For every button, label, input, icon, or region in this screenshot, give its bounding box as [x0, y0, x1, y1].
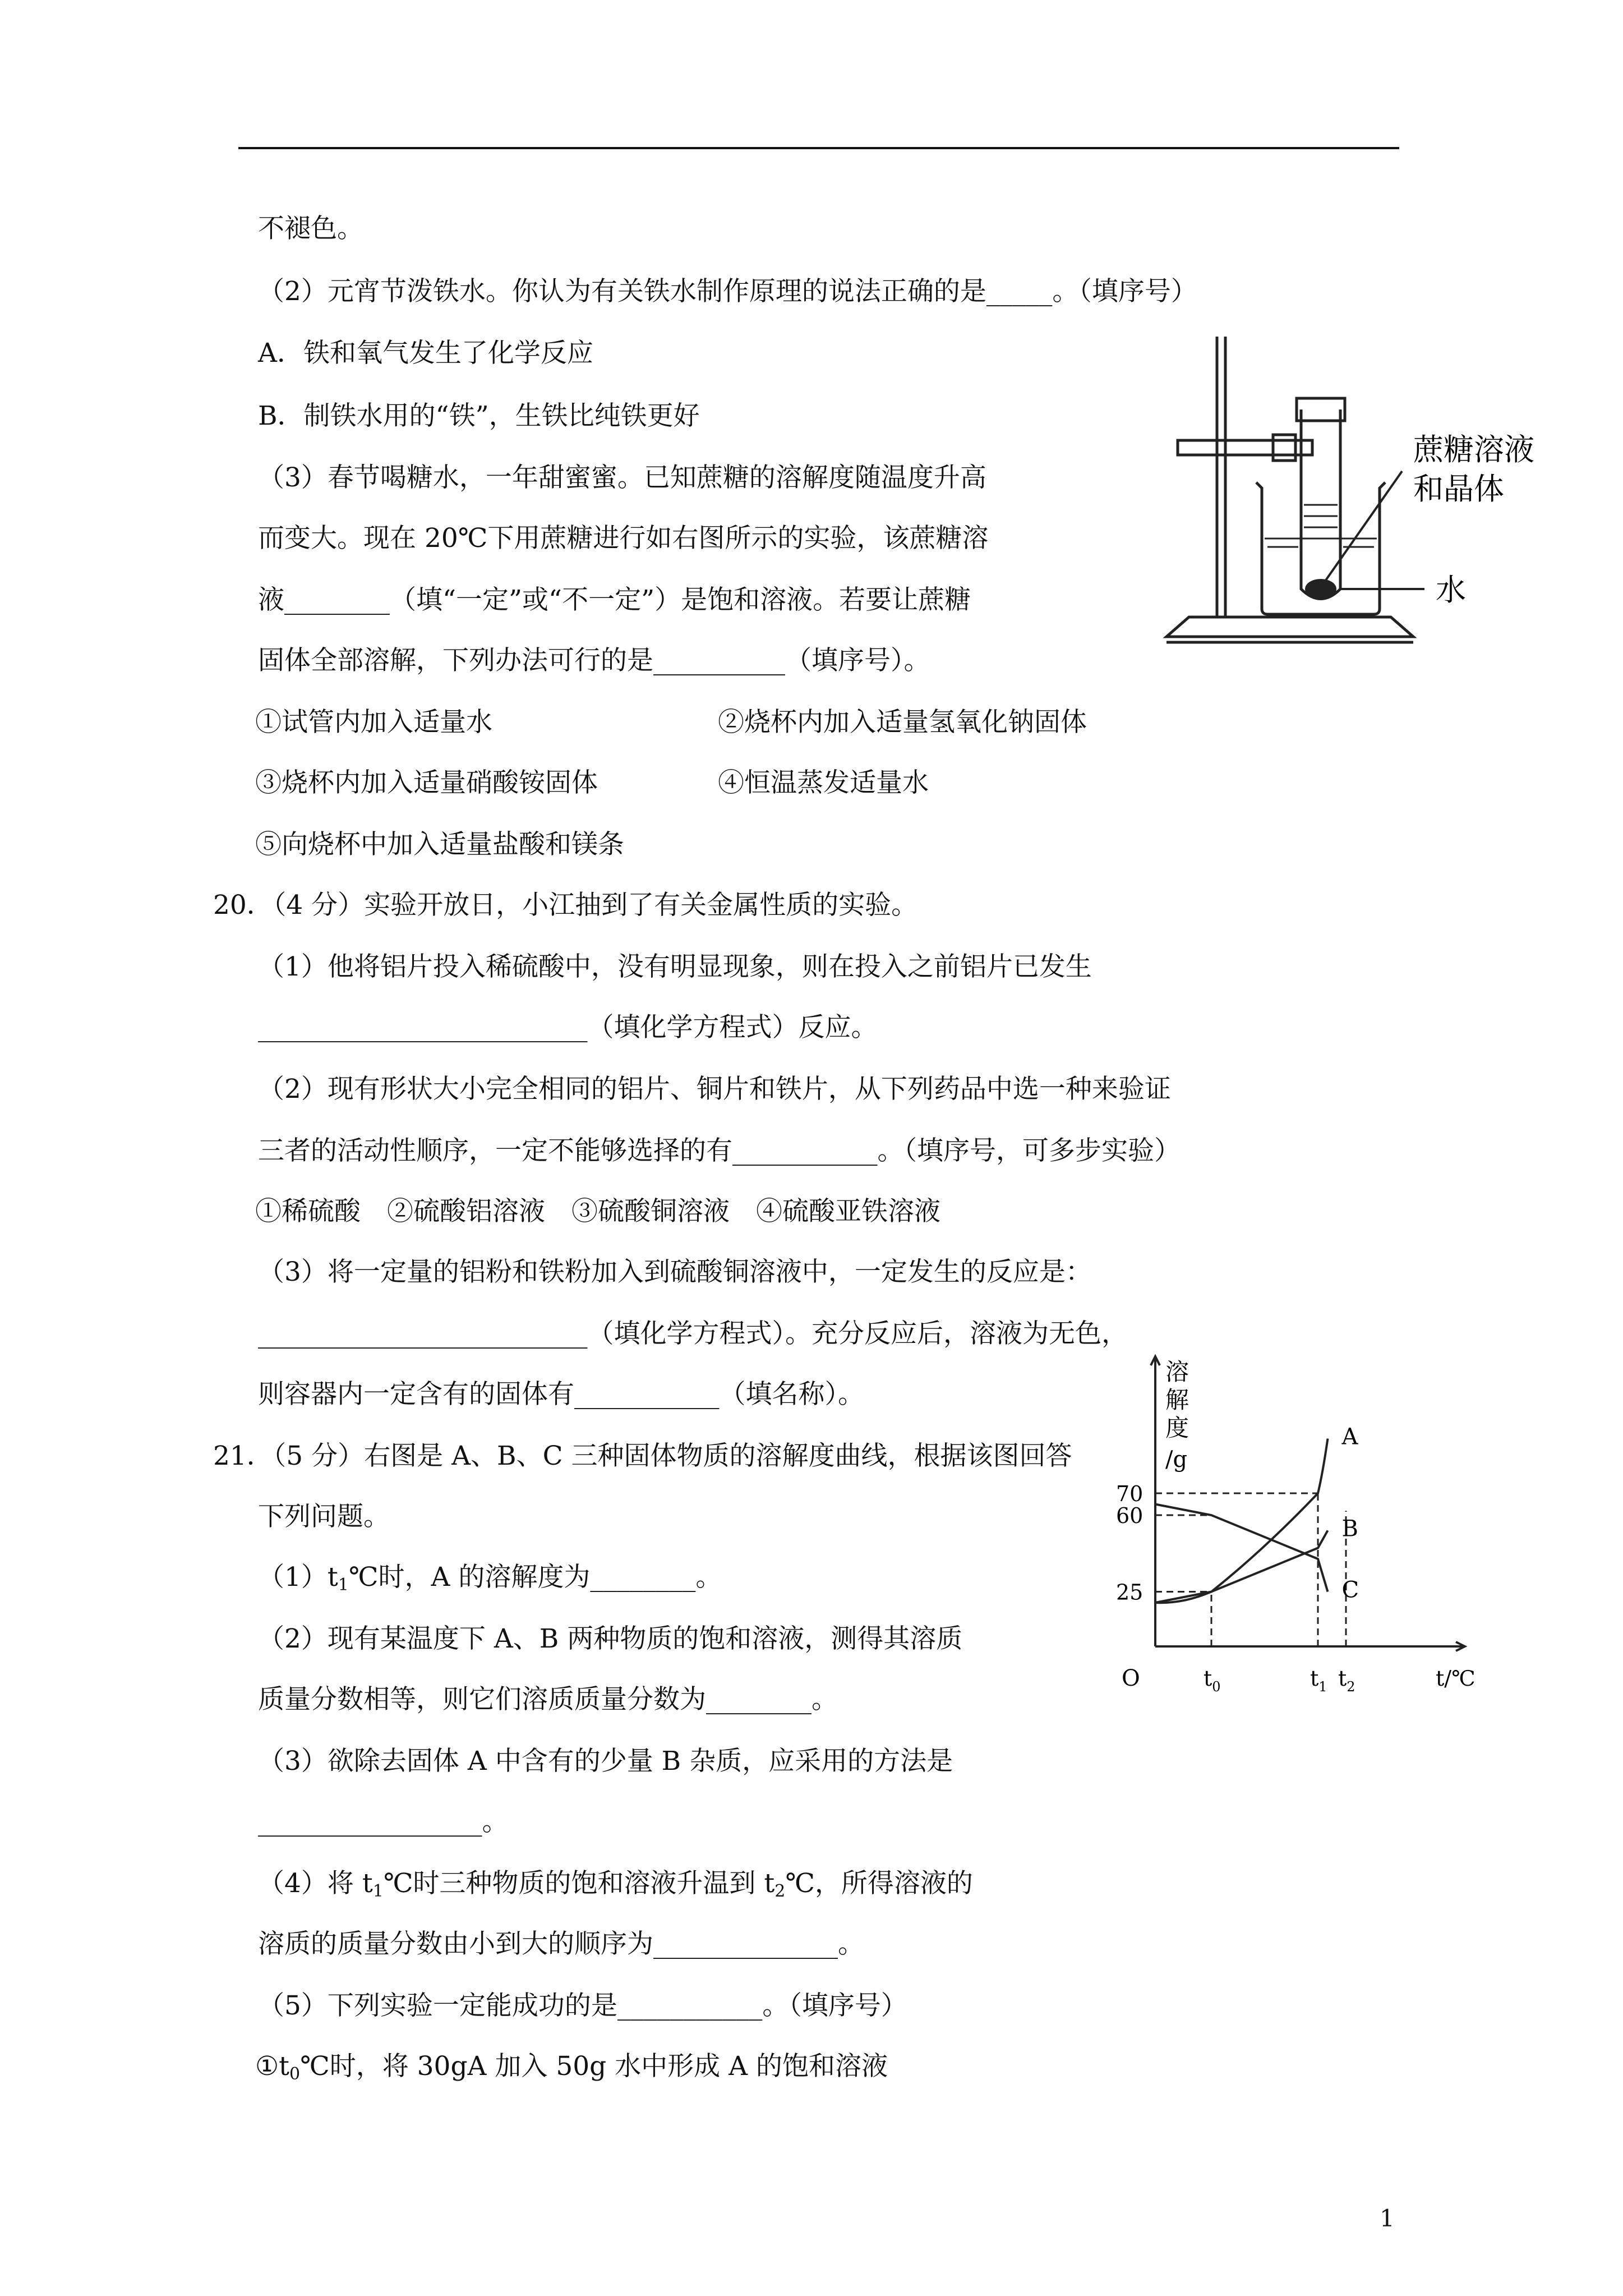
text-line-7: 固体全部溶解，下列办法可行的是__________（填序号）。 — [258, 645, 930, 676]
text-line-23: 下列问题。 — [258, 1501, 390, 1532]
text-line-1: （2）元宵节泼铁水。你认为有关铁水制作原理的说法正确的是_____。（填序号） — [258, 276, 1197, 307]
text-line-26: （3）欲除去固体 A 中含有的少量 B 杂质，应采用的方法是 — [258, 1746, 953, 1777]
text-line-16: （2）现有形状大小完全相同的铝片、铜片和铁片，从下列药品中选一种来验证 — [258, 1074, 1171, 1105]
text-line-18: ①稀硫酸 ②硫酸铝溶液 ③硫酸铜溶液 ④硫酸亚铁溶液 — [255, 1196, 940, 1227]
option-4: ④恒温蒸发适量水 — [718, 767, 929, 798]
text-line-0: 不褪色。 — [258, 213, 363, 244]
text-line-19: （3）将一定量的铝粉和铁粉加入到硫酸铜溶液中，一定发生的反应是： — [258, 1257, 1092, 1287]
text-line-5: 而变大。现在 20℃下用蔗糖进行如右图所示的实验，该蔗糖溶 — [258, 523, 989, 554]
solubility-chart — [1099, 1346, 1492, 1705]
text-line-24: （2）现有某温度下 A、B 两种物质的饱和溶液，测得其溶质 — [258, 1623, 963, 1654]
text-line-27: _________________。 — [258, 1806, 509, 1837]
option-3: ③烧杯内加入适量硝酸铵固体 — [255, 767, 598, 798]
q21-part4: （4）将 $t_1℃$时三种物质的饱和溶液升温到 $t_2℃$，所得溶液的 — [258, 1868, 973, 1901]
origin-label: O — [1122, 1665, 1140, 1691]
y-label-char: 溶 — [1165, 1358, 1189, 1386]
text-line-3: B．制铁水用的“铁”，生铁比纯铁更好 — [258, 401, 700, 431]
y-label-char: 度 — [1165, 1414, 1189, 1442]
q21-part1: $(1)t_1℃$时，A 的溶解度为________。 — [258, 1562, 722, 1595]
page-number: 1 — [1380, 2205, 1395, 2232]
text-line-25: 质量分数相等，则它们溶质质量分数为________。 — [258, 1684, 838, 1715]
text-line-21: 则容器内一定含有的固体有___________（填名称）。 — [258, 1379, 864, 1410]
sugar-crystals — [1305, 579, 1336, 599]
series-label-a: A — [1341, 1424, 1358, 1450]
q21-part5-option1: $①t_0℃$时，将 30gA 加入 50g 水中形成 A 的饱和溶液 — [255, 2051, 888, 2084]
header-rule — [238, 147, 1399, 149]
label-solution-2: 和晶体 — [1413, 471, 1504, 507]
series-label-c: C — [1341, 1577, 1359, 1603]
clamp — [1178, 440, 1312, 455]
x-tick-label: $t_2$ — [1338, 1666, 1355, 1695]
label-water: 水 — [1436, 572, 1466, 608]
text-line-20: _________________________（填化学方程式）。充分反应后，溶液为无色， — [258, 1318, 1128, 1349]
option-2: ②烧杯内加入适量氢氧化钠固体 — [718, 707, 1087, 738]
apparatus-figure — [1155, 325, 1593, 662]
text-line-6: 液________（填“一定”或“不一定”）是饱和溶液。若要让蔗糖 — [258, 585, 971, 615]
option-5: ⑤向烧杯中加入适量盐酸和镁条 — [255, 829, 624, 860]
x-axis-label: t/℃ — [1436, 1666, 1476, 1691]
x-tick-label: $t_1$ — [1310, 1666, 1327, 1695]
y-tick-label: 25 — [1116, 1580, 1144, 1605]
question-20-stem: 20．（4 分）实验开放日，小江抽到了有关金属性质的实验。 — [213, 890, 918, 921]
series-label-b: B — [1341, 1516, 1358, 1542]
question-21-stem: 21．（5 分）右图是 A、B、C 三种固体物质的溶解度曲线，根据该图回答 — [213, 1441, 1072, 1471]
text-line-15: _________________________（填化学方程式）反应。 — [258, 1012, 878, 1043]
y-label-char: 解 — [1165, 1386, 1189, 1414]
stand-base — [1166, 617, 1413, 637]
text-line-2: A．铁和氧气发生了化学反应 — [258, 338, 593, 369]
text-line-4: （3）春节喝糖水，一年甜蜜蜜。已知蔗糖的溶解度随温度升高 — [258, 462, 986, 493]
y-tick-label: 60 — [1116, 1503, 1144, 1528]
option-1: ①试管内加入适量水 — [255, 707, 492, 738]
x-tick-label: $t_0$ — [1204, 1666, 1221, 1695]
label-solution-1: 蔗糖溶液 — [1413, 432, 1534, 467]
text-line-14: （1）他将铝片投入稀硫酸中，没有明显现象，则在投入之前铝片已发生 — [258, 951, 1092, 982]
text-line-17: 三者的活动性顺序，一定不能够选择的有___________。（填序号，可多步实验） — [258, 1135, 1181, 1166]
y-tick-label: 70 — [1116, 1481, 1144, 1506]
y-label-unit: /g — [1165, 1447, 1188, 1473]
text-line-28: 溶质的质量分数由小到大的顺序为______________。 — [258, 1929, 864, 1959]
text-line-29: （5）下列实验一定能成功的是___________。（填序号） — [258, 1990, 907, 2021]
